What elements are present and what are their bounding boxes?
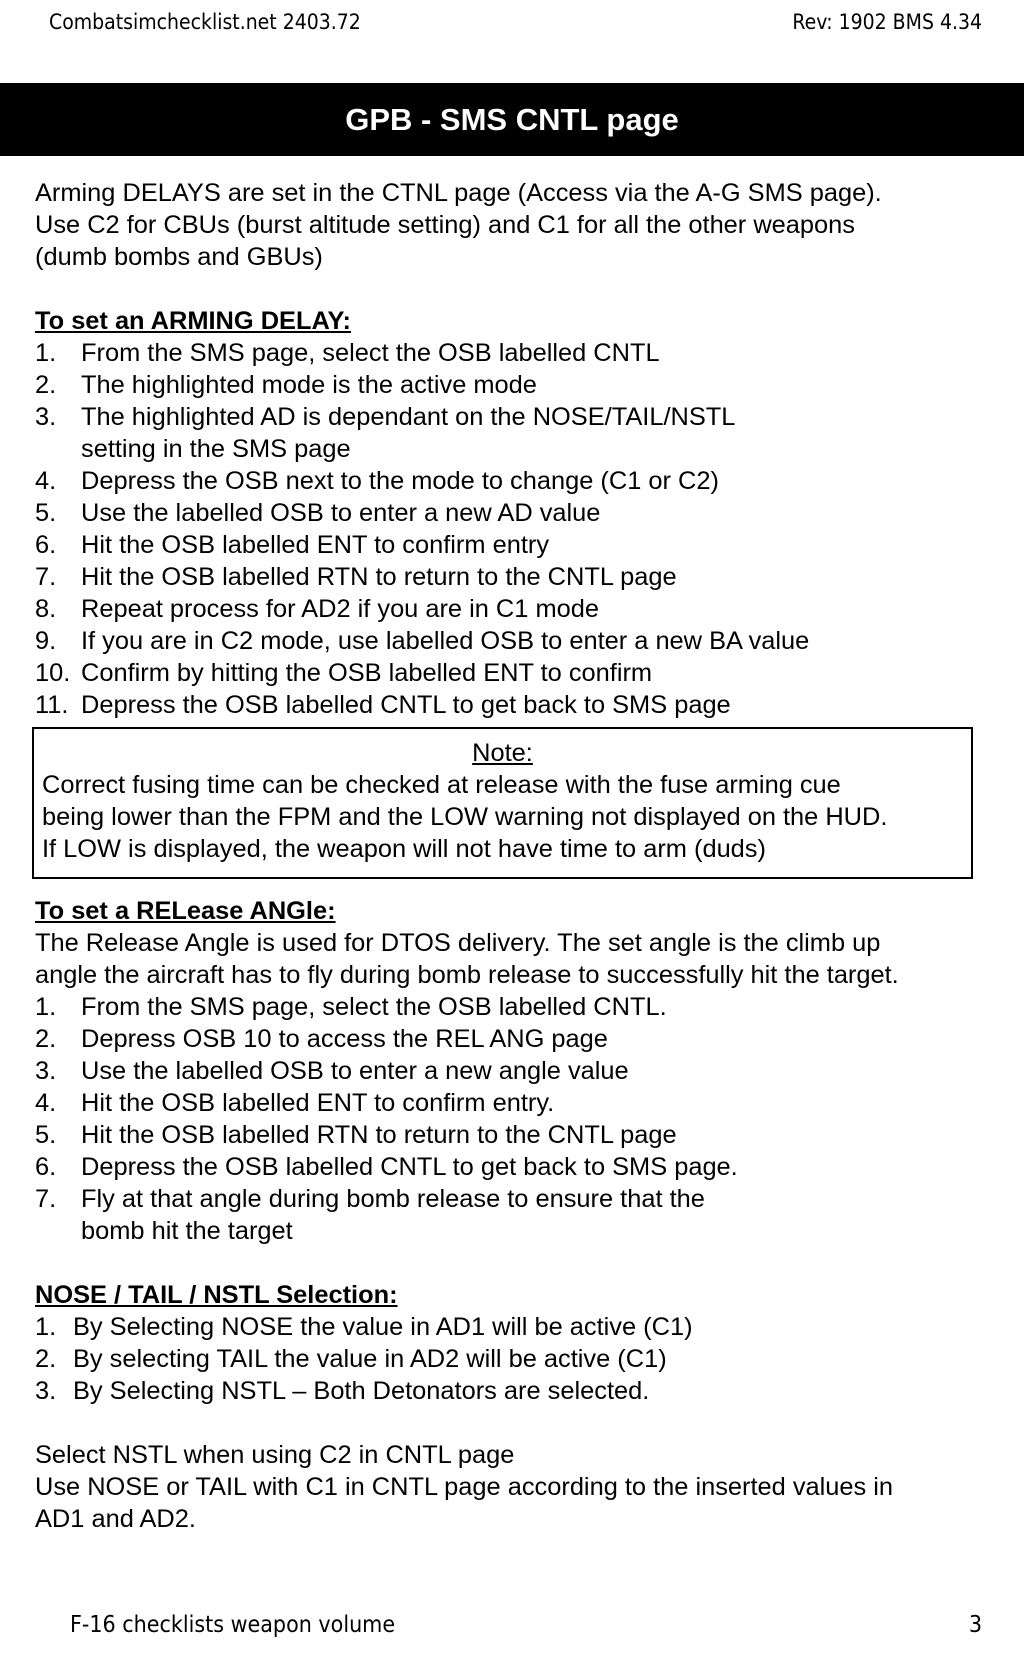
release-angle-heading: To set a RELease ANGle: <box>35 897 336 925</box>
list-item: 10. Confirm by hitting the OSB labelled ENT to confirm <box>35 659 653 687</box>
list-item: 5. Hit the OSB labelled RTN to return to the CNTL page <box>35 1121 677 1149</box>
release-angle-desc-1: The Release Angle is used for DTOS delivery. The set angle is the climb up <box>35 929 881 957</box>
list-item: 11. Depress the OSB labelled CNTL to get back to SMS page <box>35 691 731 719</box>
arming-delay-steps <box>35 337 990 721</box>
list-item: 2. The highlighted mode is the active mode <box>35 371 537 399</box>
list-item: 1. From the SMS page, select the OSB labelled CNTL. <box>35 993 667 1021</box>
list-item: 9. If you are in C2 mode, use labelled OSB to enter a new BA value <box>35 627 810 655</box>
list-item: 7. Fly at that angle during bomb release to ensure that the bomb hit the target <box>35 1185 705 1245</box>
intro-line-2: Use C2 for CBUs (burst altitude setting) and C1 for all the other weapons <box>35 211 855 239</box>
document-body <box>35 177 990 1535</box>
note-line-2: being lower than the FPM and the LOW warning not displayed on the HUD. <box>42 803 888 831</box>
list-item: 5. Use the labelled OSB to enter a new AD value <box>35 499 601 527</box>
list-item: 6. Hit the OSB labelled ENT to confirm entry <box>35 531 550 559</box>
page-number: 3 <box>968 1612 982 1638</box>
note-line-1: Correct fusing time can be checked at release with the fuse arming cue <box>42 771 841 799</box>
list-item: 3. Use the labelled OSB to enter a new angle value <box>35 1057 629 1085</box>
arming-delay-heading: To set an ARMING DELAY: <box>35 307 351 335</box>
page-footer <box>0 1612 1024 1642</box>
nose-tail-heading: NOSE / TAIL / NSTL Selection: <box>35 1281 398 1309</box>
nstl-para-1: Select NSTL when using C2 in CNTL page <box>35 1441 515 1469</box>
header-site-version: Combatsimchecklist.net 2403.72 <box>49 10 361 34</box>
release-angle-steps <box>35 991 990 1247</box>
intro-line-3: (dumb bombs and GBUs) <box>35 243 323 271</box>
nstl-para-2: Use NOSE or TAIL with C1 in CNTL page according to the inserted values in <box>35 1473 894 1501</box>
list-item: 7. Hit the OSB labelled RTN to return to the CNTL page <box>35 563 677 591</box>
list-item: 2. Depress OSB 10 to access the REL ANG page <box>35 1025 608 1053</box>
nose-tail-steps <box>35 1311 990 1407</box>
list-item: 4. Depress the OSB next to the mode to change (C1 or C2) <box>35 467 719 495</box>
list-item: 1. By Selecting NOSE the value in AD1 will be active (C1) <box>35 1313 693 1341</box>
nstl-para-3: AD1 and AD2. <box>35 1505 196 1533</box>
page-header <box>0 10 1024 40</box>
release-angle-desc-2: angle the aircraft has to fly during bomb release to successfully hit the target. <box>35 961 899 989</box>
list-item: 4. Hit the OSB labelled ENT to confirm entry. <box>35 1089 555 1117</box>
list-item: 3. By Selecting NSTL – Both Detonators are selected. <box>35 1377 650 1405</box>
note-title: Note: <box>472 739 533 767</box>
footer-volume-title: F-16 checklists weapon volume <box>70 1612 396 1638</box>
list-item: 1. From the SMS page, select the OSB labelled CNTL <box>35 339 660 367</box>
note-box <box>32 727 973 879</box>
list-item: 2. By selecting TAIL the value in AD2 will be active (C1) <box>35 1345 667 1373</box>
page-title: GPB - SMS CNTL page <box>0 83 1024 156</box>
header-revision: Rev: 1902 BMS 4.34 <box>792 10 982 34</box>
intro-line-1: Arming DELAYS are set in the CTNL page (Access via the A-G SMS page). <box>35 179 882 207</box>
list-item: 3. The highlighted AD is dependant on the NOSE/TAIL/NSTL setting in the SMS page <box>35 403 736 463</box>
list-item: 8. Repeat process for AD2 if you are in C1 mode <box>35 595 599 623</box>
list-item: 6. Depress the OSB labelled CNTL to get back to SMS page. <box>35 1153 738 1181</box>
note-line-3: If LOW is displayed, the weapon will not have time to arm (duds) <box>42 835 766 863</box>
